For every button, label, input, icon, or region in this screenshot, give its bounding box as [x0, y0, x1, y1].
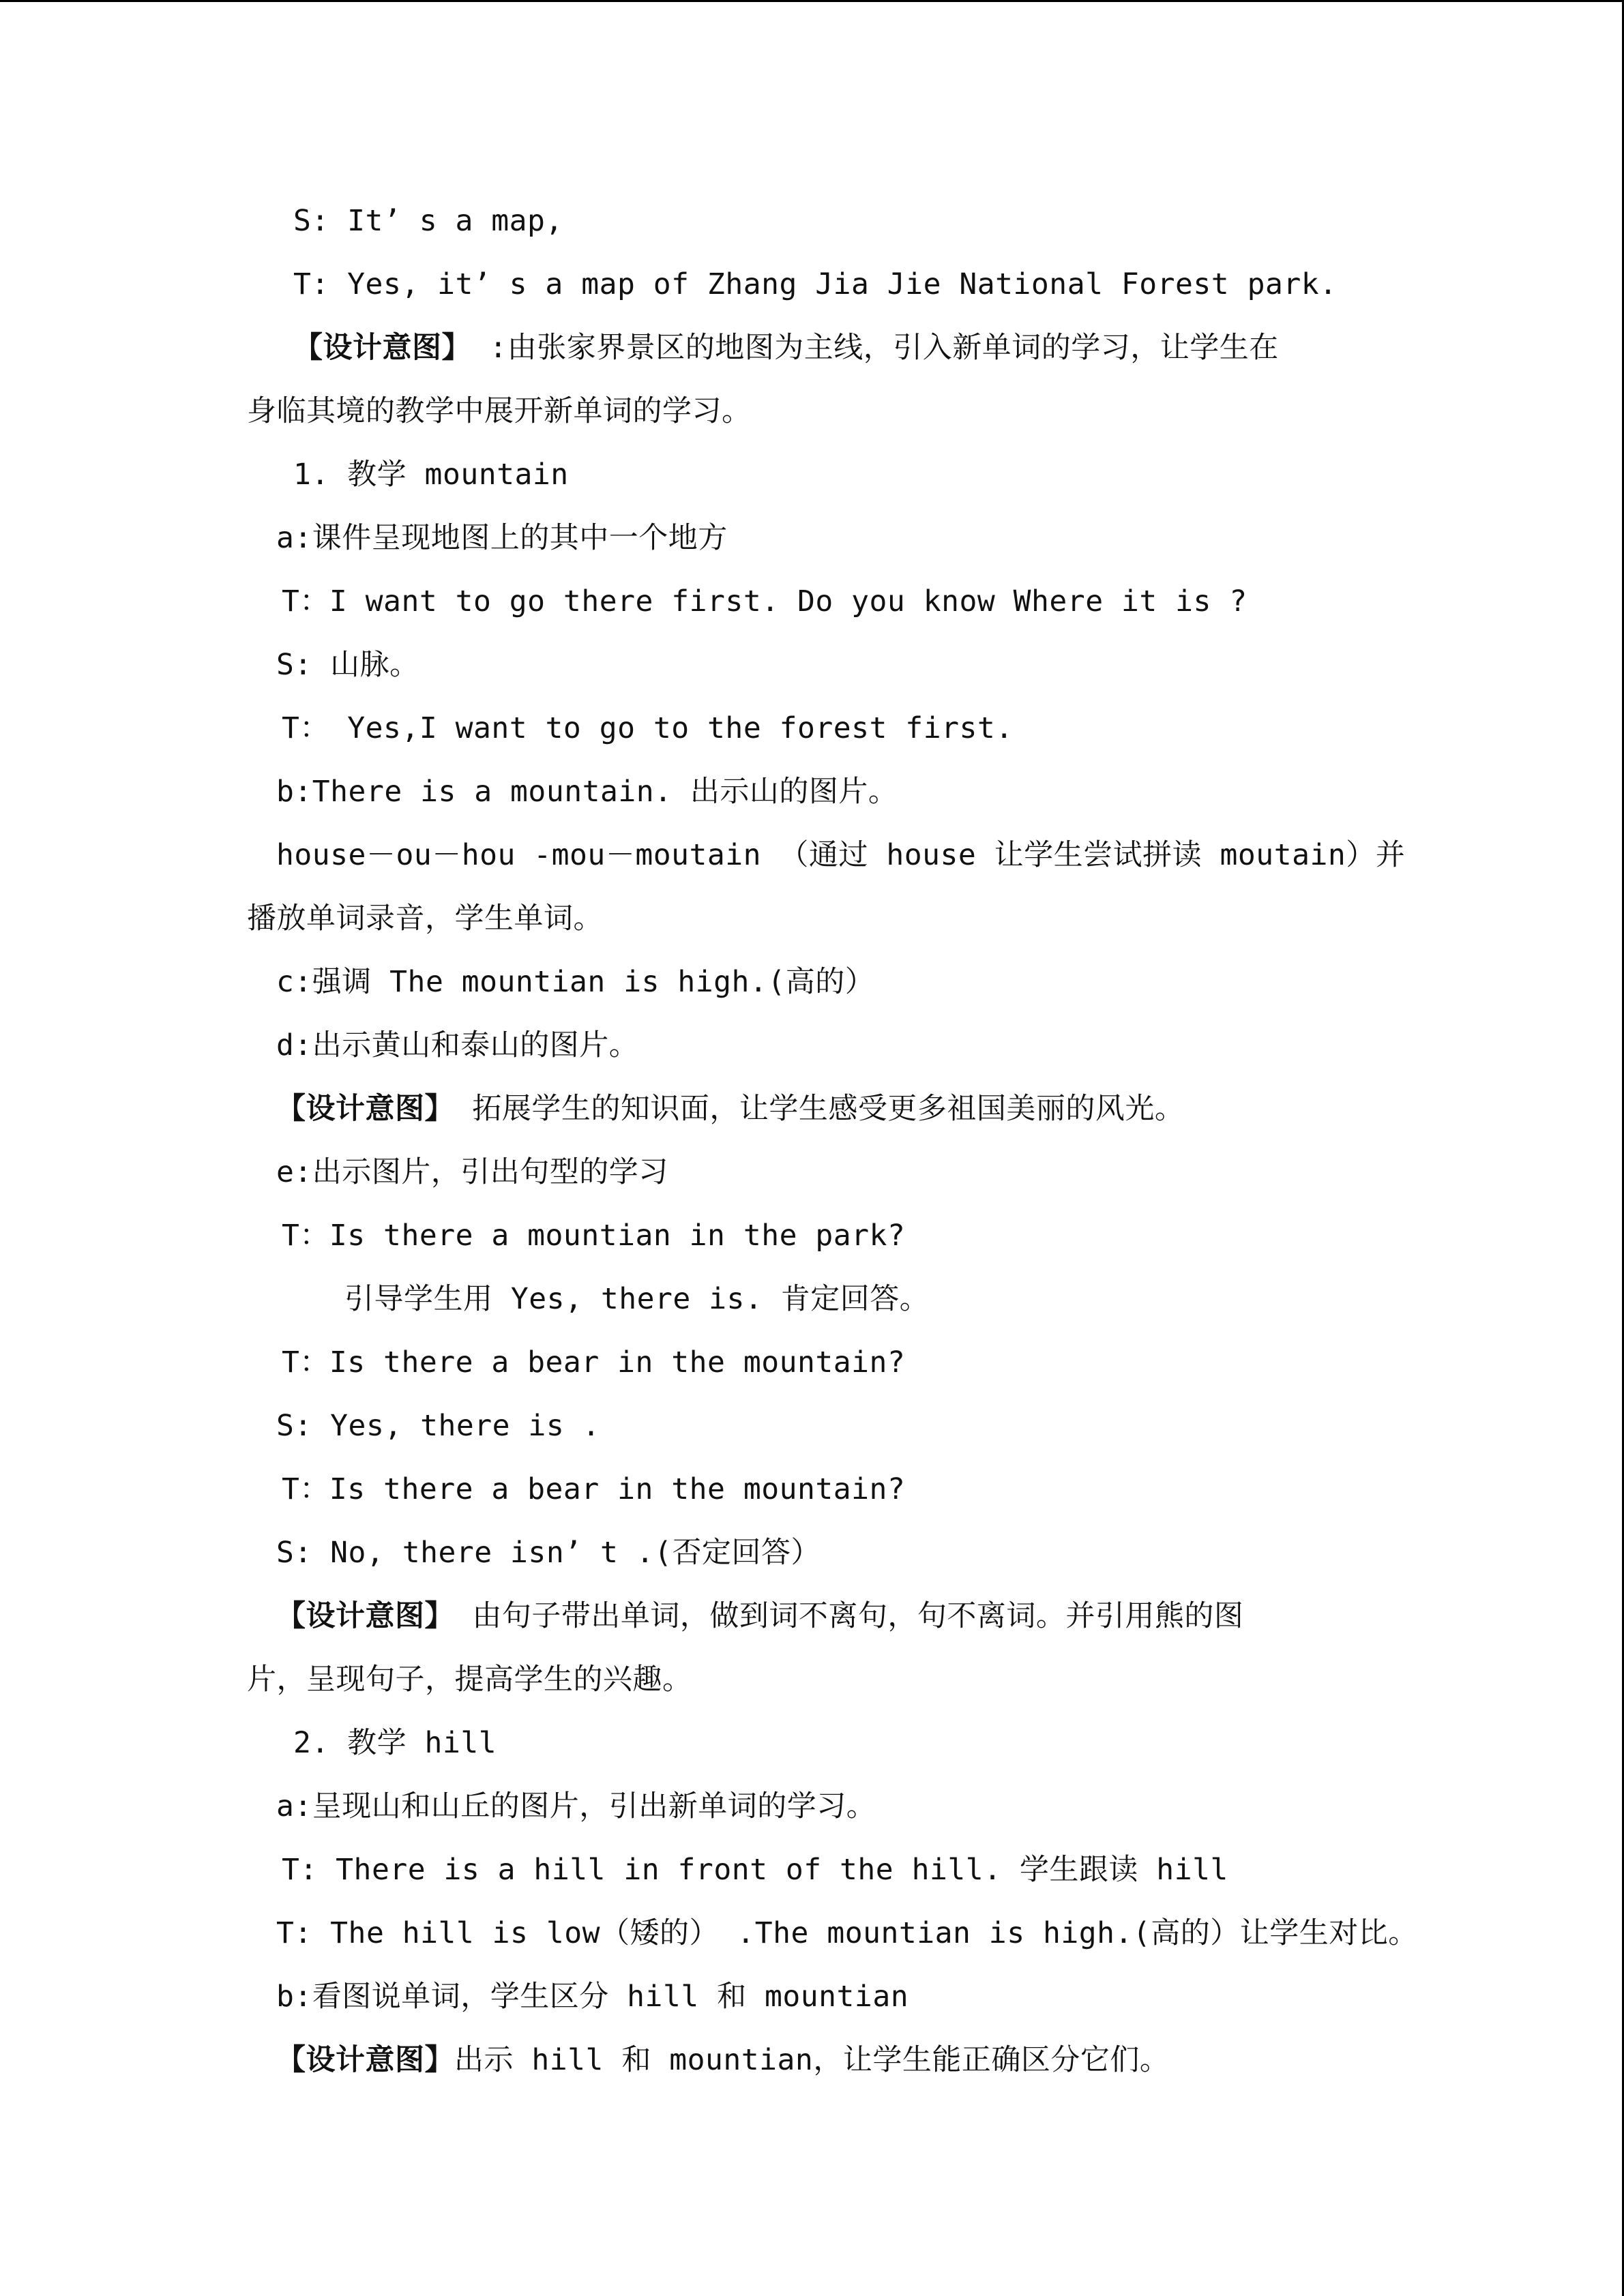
dialogue-line: S: No, there isn’ t .(否定回答）: [276, 1536, 821, 1570]
design-intent-label: 【设计意图】: [293, 331, 471, 365]
design-intent-paragraph: [276, 1598, 1243, 1634]
dialogue-line: T： Yes,I want to go to the forest first.: [282, 711, 1014, 745]
design-intent-paragraph: [276, 2042, 1169, 2078]
dialogue-line: S: It’ s a map,: [293, 204, 563, 238]
design-intent-paragraph: [276, 1091, 1184, 1127]
paragraph-text: 由句子带出单词，做到词不离句，句不离词。并引用熊的图: [454, 1599, 1244, 1633]
step-line: b:看图说单词，学生区分 hill 和 mountian: [276, 1980, 909, 2014]
dialogue-line: S: Yes, there is .: [276, 1409, 600, 1443]
step-line: house－ou－hou -mou－moutain （通过 house 让学生尝试拼读 moutain）并: [276, 838, 1406, 872]
design-intent-label: 【设计意图】: [276, 1599, 454, 1633]
step-line: b:There is a mountain. 出示山的图片。: [276, 775, 898, 809]
paragraph-text: :由张家界景区的地图为主线，引入新单词的学习，让学生在: [471, 331, 1279, 365]
dialogue-line: T：Is there a bear in the mountain?: [282, 1472, 906, 1506]
dialogue-line: S: 山脉。: [276, 648, 419, 682]
dialogue-line: T：Is there a bear in the mountain?: [282, 1345, 906, 1380]
design-intent-label: 【设计意图】: [276, 1092, 454, 1126]
step-line: c:强调 The mountian is high.(高的）: [276, 965, 875, 999]
step-line: e:出示图片，引出句型的学习: [276, 1155, 668, 1189]
paragraph-continuation: 身临其境的教学中展开新单词的学习。: [247, 394, 752, 428]
paragraph-continuation: 片，呈现句子，提高学生的兴趣。: [247, 1663, 692, 1697]
design-intent-paragraph: [293, 330, 1279, 366]
section-heading: 1. 教学 mountain: [293, 458, 569, 492]
design-intent-label: 【设计意图】: [276, 2043, 454, 2077]
dialogue-line: T：I want to go there first. Do you know Where it is ?: [282, 584, 1247, 618]
instruction-line: 引导学生用 Yes, there is. 肯定回答。: [344, 1282, 930, 1316]
step-line: a:课件呈现地图上的其中一个地方: [276, 521, 728, 555]
dialogue-line: T：Is there a mountian in the park?: [282, 1219, 906, 1253]
dialogue-line: T: There is a hill in front of the hill. 学生跟读 hill: [282, 1853, 1228, 1887]
section-heading: 2. 教学 hill: [293, 1726, 497, 1760]
dialogue-line: T: Yes, it’ s a map of Zhang Jia Jie National Forest park.: [293, 267, 1338, 301]
paragraph-text: 拓展学生的知识面，让学生感受更多祖国美丽的风光。: [454, 1092, 1185, 1126]
dialogue-line: T: The hill is low（矮的） .The mountian is high.(高的）让学生对比。: [276, 1916, 1418, 1950]
step-line: a:呈现山和山丘的图片，引出新单词的学习。: [276, 1789, 876, 1823]
step-line: d:出示黄山和泰山的图片。: [276, 1028, 639, 1062]
paragraph-continuation: 播放单词录音，学生单词。: [247, 901, 603, 936]
paragraph-text: 出示 hill 和 mountian，让学生能正确区分它们。: [454, 2043, 1170, 2077]
